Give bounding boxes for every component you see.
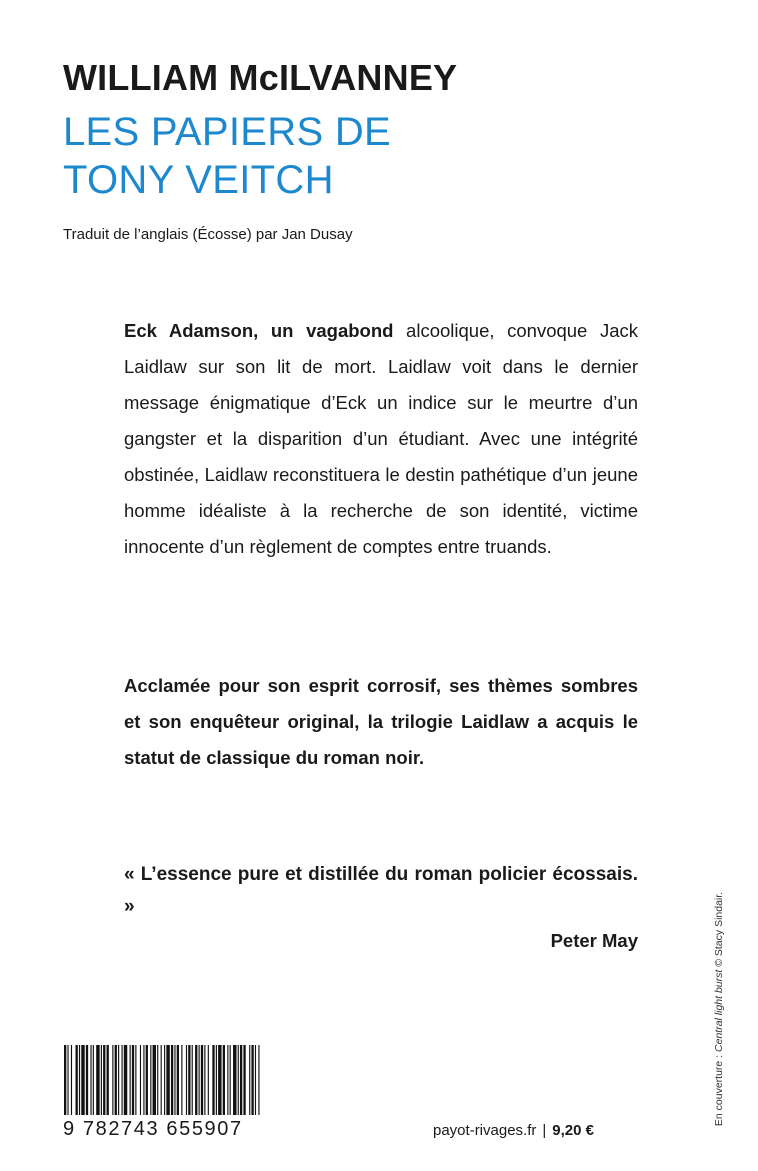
barcode-bar bbox=[122, 1045, 123, 1115]
barcode-bar bbox=[195, 1045, 197, 1115]
barcode-bar bbox=[93, 1045, 94, 1115]
barcode-bar bbox=[174, 1045, 175, 1115]
barcode-bar bbox=[240, 1045, 242, 1115]
cover-credit-prefix: En couverture : bbox=[713, 1051, 725, 1127]
barcode-bar bbox=[192, 1045, 193, 1115]
barcode-bar bbox=[181, 1045, 182, 1115]
barcode-bar bbox=[132, 1045, 134, 1115]
barcode-bar bbox=[216, 1045, 217, 1115]
barcode-bar bbox=[186, 1045, 187, 1115]
barcode-bar bbox=[233, 1045, 236, 1115]
book-title bbox=[63, 108, 391, 204]
barcode-bar bbox=[96, 1045, 99, 1115]
barcode-bar bbox=[212, 1045, 214, 1115]
acclaim-paragraph: Acclamée pour son esprit corrosif, ses thèmes sombres et son enquêteur original, la trilogie Laidlaw a acquis le statut de classique du roman noir. bbox=[124, 675, 638, 768]
barcode-bar bbox=[79, 1045, 80, 1115]
footer-separator: | bbox=[542, 1122, 547, 1139]
synopsis-paragraph bbox=[124, 313, 638, 565]
barcode-bar bbox=[157, 1045, 158, 1115]
publisher-footer bbox=[433, 1122, 594, 1139]
barcode-bar bbox=[227, 1045, 228, 1115]
isbn-number: 9 782743 655907 bbox=[63, 1118, 243, 1140]
barcode-bar bbox=[255, 1045, 256, 1115]
review-quote: « L’essence pure et distillée du roman policier écossais. » bbox=[124, 864, 638, 917]
barcode-bar bbox=[166, 1045, 169, 1115]
barcode-bar bbox=[171, 1045, 173, 1115]
barcode-bar bbox=[238, 1045, 239, 1115]
barcode-bar bbox=[90, 1045, 91, 1115]
book-title-line-2: TONY VEITCH bbox=[63, 158, 334, 202]
barcode-bar bbox=[64, 1045, 66, 1115]
barcode bbox=[63, 1045, 261, 1115]
barcode-bar bbox=[164, 1045, 165, 1115]
barcode-bar bbox=[204, 1045, 205, 1115]
barcode-bar bbox=[199, 1045, 200, 1115]
publisher-website: payot-rivages.fr bbox=[433, 1122, 537, 1139]
barcode-bar bbox=[76, 1045, 78, 1115]
synopsis-text: alcoolique, convoque Jack Laidlaw sur son lit de mort. Laidlaw voit dans le dernier message énigmatique d’Eck un indice sur le meurtre d’un gangster et la disparition d’un étudiant. Avec une intégrité obstinée, Laidlaw reconstituera le destin pathétique d’un jeune homme idéaliste à la recherche de son identité, victime innocente d’un règlement de comptes entre truands. bbox=[124, 320, 638, 557]
barcode-bar bbox=[81, 1045, 84, 1115]
barcode-bar bbox=[115, 1045, 117, 1115]
barcode-bar bbox=[101, 1045, 102, 1115]
cover-credit-suffix: © Stacy Sindair. bbox=[713, 891, 725, 970]
barcode-bar bbox=[223, 1045, 225, 1115]
barcode-bar bbox=[107, 1045, 109, 1115]
price: 9,20 € bbox=[552, 1122, 594, 1139]
barcode-bar bbox=[143, 1045, 144, 1115]
barcode-bar bbox=[188, 1045, 190, 1115]
barcode-bar bbox=[249, 1045, 250, 1115]
barcode-bar bbox=[146, 1045, 148, 1115]
cover-credit-container bbox=[699, 855, 739, 1163]
review-quote-author: Peter May bbox=[550, 930, 638, 951]
barcode-bar bbox=[243, 1045, 245, 1115]
barcode-bar bbox=[258, 1045, 259, 1115]
barcode-bar bbox=[103, 1045, 105, 1115]
cover-credit bbox=[713, 892, 725, 1126]
barcode-bar bbox=[118, 1045, 119, 1115]
author-name: WILLIAM McILVANNEY bbox=[63, 57, 458, 98]
barcode-bar bbox=[218, 1045, 221, 1115]
cover-credit-work: Central light burst bbox=[713, 969, 725, 1052]
barcode-bar bbox=[140, 1045, 141, 1115]
barcode-bar bbox=[86, 1045, 88, 1115]
barcode-bar bbox=[150, 1045, 151, 1115]
barcode-bar bbox=[208, 1045, 209, 1115]
synopsis-lead: Eck Adamson, un vagabond bbox=[124, 320, 394, 341]
barcode-bar bbox=[124, 1045, 127, 1115]
barcode-bar bbox=[135, 1045, 136, 1115]
book-title-line-1: LES PAPIERS DE bbox=[63, 110, 392, 154]
barcode-bar bbox=[161, 1045, 162, 1115]
barcode-bar bbox=[71, 1045, 72, 1115]
barcode-bar bbox=[177, 1045, 179, 1115]
barcode-bar bbox=[153, 1045, 156, 1115]
translator-credit: Traduit de l’anglais (Écosse) par Jan Dusay bbox=[63, 226, 353, 243]
barcode-bar bbox=[112, 1045, 113, 1115]
barcode-bar bbox=[130, 1045, 131, 1115]
barcode-bar bbox=[230, 1045, 231, 1115]
barcode-bar bbox=[67, 1045, 68, 1115]
barcode-bar bbox=[251, 1045, 253, 1115]
barcode-bar bbox=[201, 1045, 203, 1115]
